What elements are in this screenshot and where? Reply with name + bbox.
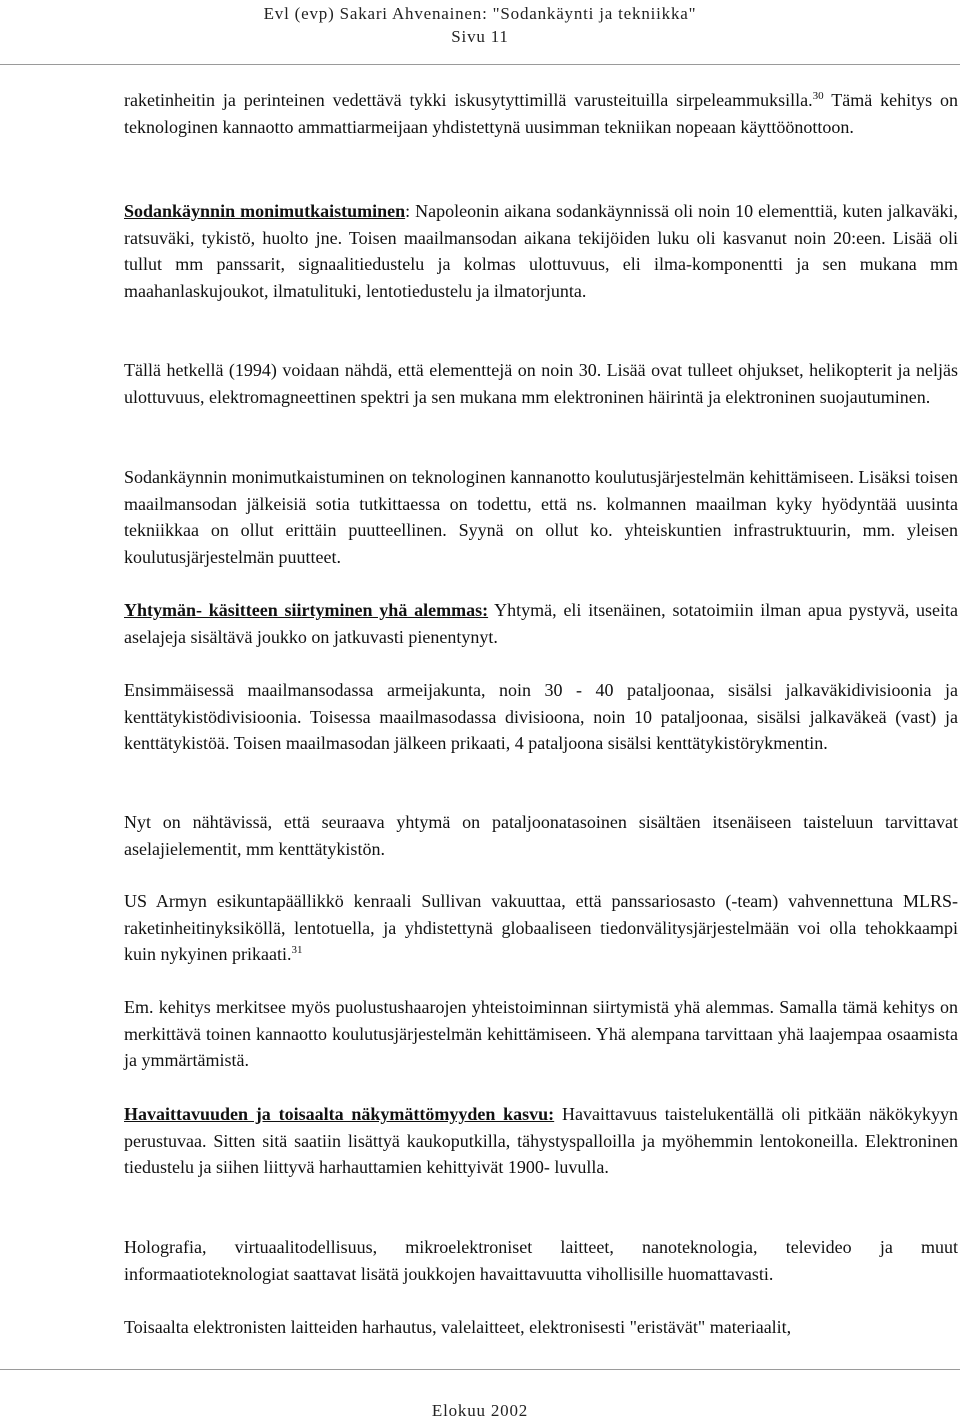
paragraph-12 <box>124 1314 958 1341</box>
paragraph-11-text: Holografia, virtuaalitodellisuus, mikroelektroniset laitteet, nanoteknologia, televideo ja muut informaatioteknologiat saattavat lisätä joukkojen havaittavuutta vihollisille huomattavasti. <box>124 1237 958 1284</box>
paragraph-4 <box>124 464 958 570</box>
paragraph-4-text: Sodankäynnin monimutkaistuminen on teknologinen kannanotto koulutusjärjestelmän kehittämiseen. Lisäksi toisen maailmansodan jälkeisiä sotia tutkittaessa on todettu, että ns. kolmannen maailman kyky hyödyntää uusinta tekniikkaa on ollut erittäin puutteellinen. Syynä on ollut ko. yhteiskuntien infrastruktuurin, mm. yleisen koulutusjärjestelmän puutteet. <box>124 467 958 567</box>
paragraph-12-text: Toisaalta elektronisten laitteiden harhautus, valelaitteet, elektronisesti "eristävät" materiaalit, <box>124 1317 792 1337</box>
page-footer: Elokuu 2002 <box>431 1401 529 1420</box>
paragraph-11 <box>124 1234 958 1287</box>
header-title: Evl (evp) Sakari Ahvenainen: "Sodankäynti ja tekniikka" <box>263 4 697 23</box>
paragraph-10 <box>124 1101 958 1181</box>
section-heading-yhtyma: Yhtymän- käsitteen siirtyminen yhä alemmas: <box>124 600 489 620</box>
paragraph-1-text-continued: Tämä kehitys on teknologinen kannaotto ammattiarmeijaan yhdistettynä uusimman tekniikan nopeaan käyttöönottoon. <box>124 90 958 137</box>
paragraph-5-text: Yhtymä, eli itsenäinen, sotatoimiin ilman apua pystyvä, useita aselajeja sisältävä joukko on jatkuvasti pienentynyt. <box>124 600 958 647</box>
paragraph-2-text: : Napoleonin aikana sodankäynnissä oli noin 10 elementtiä, kuten jalkaväki, ratsuväki, tykistö, huolto jne. Toisen maailmansodan aikana tekijöiden luku oli kasvanut noin 20:een. Lisää oli tullut mm panssarit, signaalitiedustelu ja kolmas ulottuvuus, eli ilma-komponentti ja sen mukana mm maahanlaskujoukot, ilmatulituki, lentotiedustelu ja ilmatorjunta. <box>124 201 959 301</box>
paragraph-7 <box>124 809 958 862</box>
paragraph-6 <box>124 677 958 757</box>
paragraph-1-text: raketinheitin ja perinteinen vedettävä tykki iskusytyttimillä varusteituilla sirpeleammuksilla. <box>124 90 813 110</box>
paragraph-8 <box>124 888 958 968</box>
section-heading-monimutkaistuminen: Sodankäynnin monimutkaistuminen <box>124 201 406 221</box>
paragraph-3-text: Tällä hetkellä (1994) voidaan nähdä, että elementtejä on noin 30. Lisää ovat tulleet ohjukset, helikopterit ja neljäs ulottuvuus, elektromagneettinen spektri ja sen mukana mm elektroninen häirintä ja elektroninen suojautuminen. <box>124 360 958 407</box>
footnote-ref-31: 31 <box>291 944 303 957</box>
section-heading-havaittavuus: Havaittavuuden ja toisaalta näkymättömyyden kasvu: <box>124 1104 555 1124</box>
paragraph-10-text: Havaittavuus taistelukentällä oli pitkään näkökykyyn perustuvaa. Sitten sitä saatiin lisättyä kaukoputkilla, tähystyspalloilla ja myöhemmin lentokoneilla. Elektroninen tiedustelu ja siihen liittyvä harhauttamien kehittyivät 1900- luvulla. <box>124 1104 959 1178</box>
paragraph-8-text: US Armyn esikuntapäällikkö kenraali Sullivan vakuuttaa, että panssariosasto (-team) vahvennettuna MLRS- raketinheitinyksiköllä, lentotuella, ja yhdistettynä globaaliseen tiedonvälitysjärjestelmään voi olla tehokkaampi kuin nykyinen prikaati. <box>124 891 958 965</box>
paragraph-5 <box>124 597 958 650</box>
paragraph-2 <box>124 198 958 304</box>
footer-divider <box>0 1369 960 1370</box>
paragraph-7-text: Nyt on nähtävissä, että seuraava yhtymä on pataljoonatasoinen sisältäen itsenäiseen taisteluun tarvittavat aselajielementit, mm kenttätykistön. <box>124 812 958 859</box>
footnote-ref-30: 30 <box>812 90 824 102</box>
paragraph-6-text: Ensimmäisessä maailmansodassa armeijakunta, noin 30 - 40 pataljoonaa, sisälsi jalkaväkidivisioonia ja kenttätykistödivisioonia. Toisessa maailmasodassa divisioona, noin 10 pataljoonaa, sisälsi jalkaväkeä (vast) ja kenttätykistöä. Toisen maailmasodan jälkeen prikaati, 4 pataljoona sisälsi kenttätykistörykmentin. <box>124 680 958 754</box>
paragraph-9 <box>124 994 958 1074</box>
header-divider <box>0 64 960 65</box>
paragraph-3 <box>124 357 958 410</box>
page-header <box>0 0 960 48</box>
paragraph-9-text: Em. kehitys merkitsee myös puolustushaarojen yhteistoiminnan siirtymistä yhä alemmas. Samalla tämä kehitys on merkittävä toinen kannaotto koulutusjärjestelmän kehittämiseen. Yhä alempana tarvittaan yhä laajempaa osaamista ja ymmärtämistä. <box>124 997 958 1071</box>
paragraph-1 <box>124 87 958 140</box>
page-number: Sivu 11 <box>451 27 509 46</box>
